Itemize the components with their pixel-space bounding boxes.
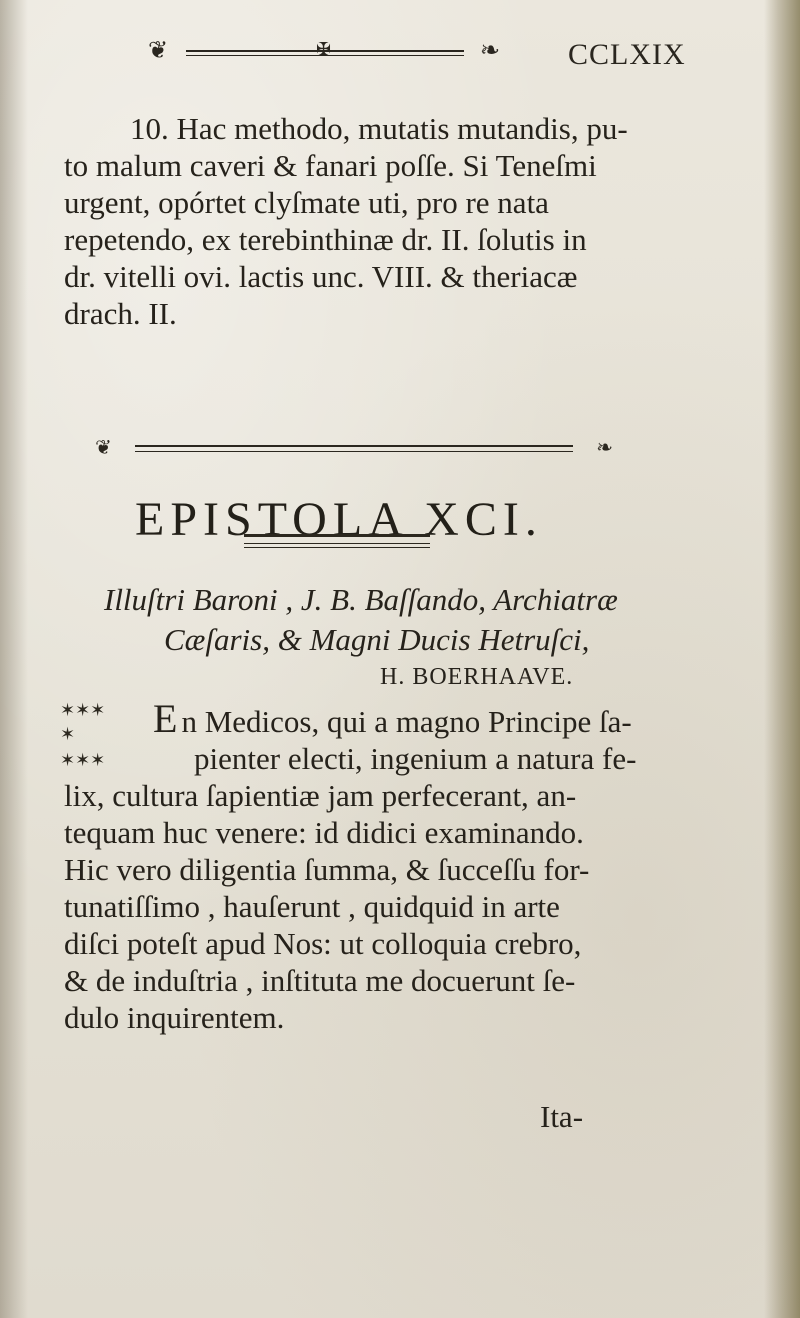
text-line: dr. vitelli ovi. lactis unc. VIII. & theriacæ [64,259,578,294]
catchword: Ita- [540,1099,584,1134]
text-line: lix, cultura ſapientiæ jam perfecerant, an- [64,778,577,813]
letter-author: H. BOERHAAVE. [380,664,574,690]
title-underline-thin [244,547,430,548]
fleuron-center-icon: ✠ [316,39,332,60]
text-line: diſci poteſt apud Nos: ut colloquia crebro, [64,926,582,961]
section-divider [95,435,613,459]
paragraph-1 [64,110,628,332]
text-line: & de induſtria , inſtituta me docuerunt ſe- [64,963,576,998]
text-line: drach. II. [64,296,177,331]
divider-ornament-left-icon: ❦ [95,435,112,459]
header-ornament [148,36,500,64]
text-line: to malum caveri & fanari poſſe. Si Teneſmi [64,148,597,183]
asterism-icon: ✶✶✶ [60,750,106,771]
divider-ornament-right-icon: ❧ [596,435,613,459]
text-line: Hic vero diligentia ſumma, & ſucceſſu for- [64,852,590,887]
page-shadow-left [0,0,28,1318]
fleuron-left-icon: ❦ [148,36,169,64]
text-line: repetendo, ex terebinthinæ dr. II. ſolutis in [64,222,587,257]
text-line: tunatiſſimo , hauſerunt , quidquid in arte [64,889,560,924]
epistle-title: EPISTOLA XCI. [135,493,543,546]
asterism-icon: ✶✶✶ [60,700,106,721]
fleuron-right-icon: ❧ [479,36,500,64]
text-line: urgent, opórtet clyſmate uti, pro re nata [64,185,549,220]
text-line: dulo inquirentem. [64,1000,285,1035]
address-line: Illuſtri Baroni , J. B. Baſſando, Archiatræ [104,582,618,617]
title-underline [244,534,430,544]
text-line: tequam huc venere: id didici examinando. [64,815,584,850]
letter-address [104,580,618,660]
divider-rule [135,445,573,452]
asterism-icon: ✶ [60,724,76,745]
text-line: 10. Hac methodo, mutatis mutandis, pu- [130,111,628,146]
page-number: CCLXIX [568,38,686,71]
text-line: pienter electi, ingenium a natura fe- [194,741,637,776]
text-line: E n Medicos, qui a magno Principe ſa- [153,696,632,741]
drop-cap: E [153,696,178,741]
page-edge-right [764,0,800,1318]
running-header [0,32,800,72]
address-line: Cæſaris, & Magni Ducis Hetruſci, [164,622,590,657]
paragraph-2 [64,696,637,1036]
